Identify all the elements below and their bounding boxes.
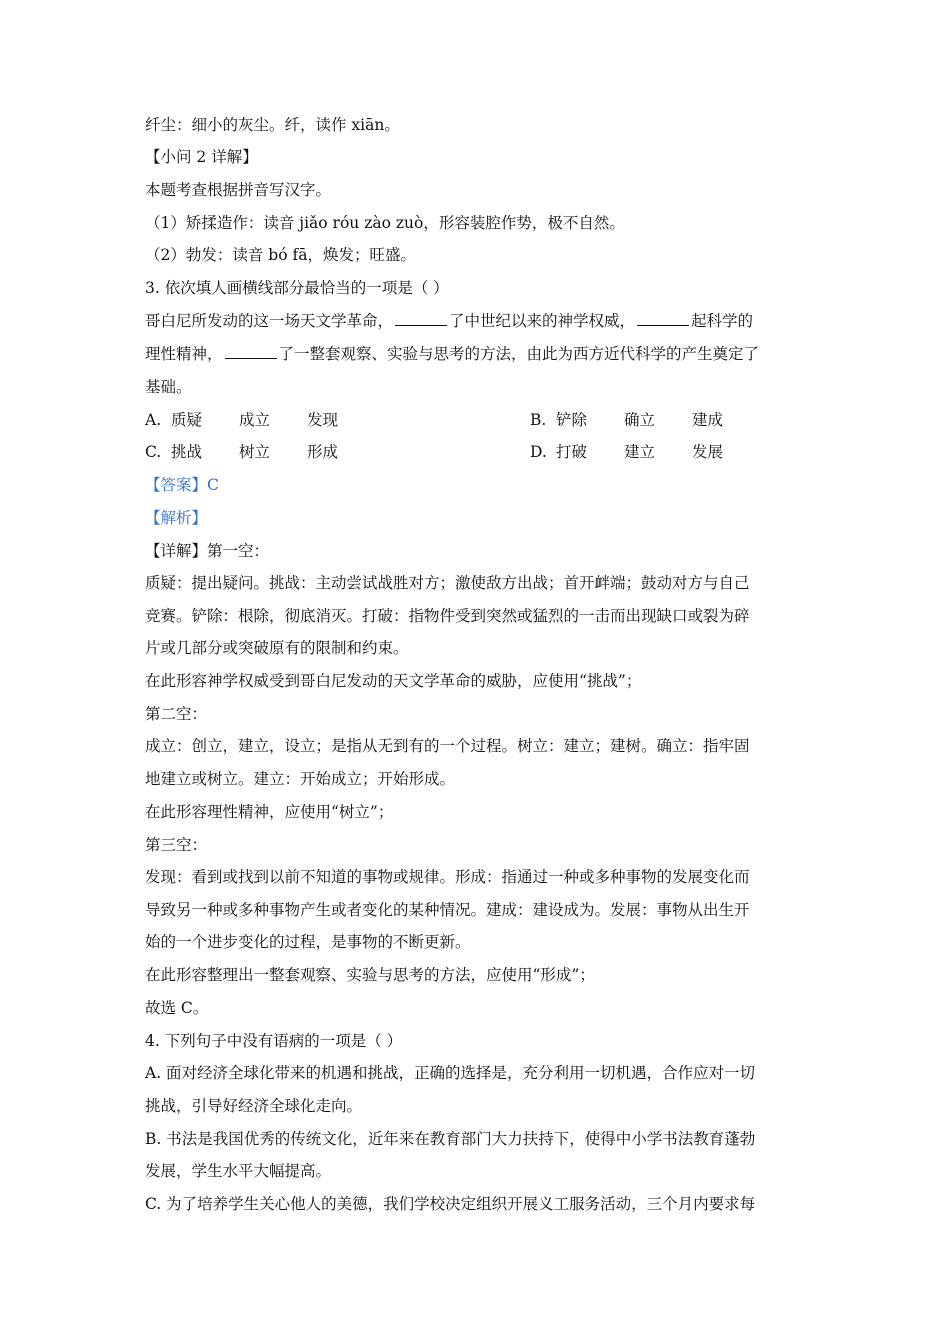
- text-line: 故选 C。: [145, 999, 209, 1017]
- option-value: 发展: [692, 443, 724, 461]
- blank-3: [225, 344, 277, 359]
- text-line: 质疑：提出疑问。挑战：主动尝试战胜对方；激使敌方出战；首开衅端；鼓动对方与自己: [145, 574, 750, 592]
- text-line: 在此形容神学权威受到哥白尼发动的天文学革命的威胁，应使用“挑战”；: [145, 672, 642, 690]
- passage-text: 哥白尼所发动的这一场天文学革命，: [145, 312, 394, 330]
- text-line: 在此形容整理出一整套观察、实验与思考的方法，应使用“形成”；: [145, 966, 595, 984]
- passage-text: 起科学的: [691, 312, 754, 330]
- option-a: [145, 410, 375, 430]
- option-value: 建成: [692, 411, 724, 429]
- text-line: 始的一个进步变化的过程，是事物的不断更新。: [145, 933, 471, 951]
- question-4-stem: 4. 下列句子中没有语病的一项是（ ）: [145, 1032, 403, 1050]
- blank-2: [637, 311, 689, 326]
- option-value: 树立: [239, 443, 271, 461]
- text-line: 成立：创立，建立，设立；是指从无到有的一个过程。树立：建立；建树。确立：指牢固: [145, 737, 750, 755]
- option-value: 成立: [239, 411, 271, 429]
- text-line: 纤尘：细小的灰尘。纤，读作 xiān。: [145, 116, 400, 134]
- question-4-option-c: C. 为了培养学生关心他人的美德，我们学校决定组织开展义工服务活动，三个月内要求每: [145, 1195, 756, 1213]
- option-label: C.: [145, 443, 162, 461]
- text-line: 地建立或树立。建立：开始成立；开始形成。: [145, 770, 456, 788]
- question-4-option-b-cont: 发展，学生水平大幅提高。: [145, 1162, 332, 1180]
- option-label: D.: [530, 443, 547, 461]
- text-line: 第二空：: [145, 705, 208, 723]
- text-line: 片或几部分或突破原有的限制和约束。: [145, 639, 409, 657]
- text-line: 竞赛。铲除：根除，彻底消灭。打破：指物件受到突然或猛烈的一击而出现缺口或裂为碎: [145, 607, 750, 625]
- option-b: [530, 410, 760, 430]
- text-line: 第三空：: [145, 836, 208, 854]
- text-line: 在此形容理性精神，应使用“树立”；: [145, 803, 394, 821]
- blank-1: [395, 311, 447, 326]
- answer-label: [145, 475, 219, 495]
- option-value: 打破: [556, 443, 588, 461]
- text-line: （1）矫揉造作：读音 jiǎo róu zào zuò，形容装腔作势，极不自然。: [145, 214, 625, 232]
- question-4-option-b: B. 书法是我国优秀的传统文化，近年来在教育部门大力扶持下，使得中小学书法教育蓬勃: [145, 1130, 756, 1148]
- question-3-passage-line: [145, 311, 753, 331]
- question-4-option-a-cont: 挑战，引导好经济全球化走向。: [145, 1097, 363, 1115]
- text-line: （2）勃发：读音 bó fā，焕发；旺盛。: [145, 246, 416, 264]
- option-value: 确立: [624, 411, 656, 429]
- passage-text: 理性精神，: [145, 345, 223, 363]
- analysis-label: 【解析】: [145, 509, 208, 527]
- option-c: [145, 442, 375, 462]
- question-3-passage-line: 基础。: [145, 378, 192, 396]
- option-value: 挑战: [171, 443, 203, 461]
- passage-text: 了一整套观察、实验与思考的方法，由此为西方近代科学的产生奠定了: [278, 345, 760, 363]
- text-line: 导致另一种或多种事物产生或者变化的某种情况。建成：建设成为。发展：事物从出生开: [145, 901, 750, 919]
- option-d: [530, 442, 760, 462]
- passage-text: 了中世纪以来的神学权威，: [449, 312, 636, 330]
- option-value: 建立: [624, 443, 656, 461]
- text-line: 本题考查根据拼音写汉字。: [145, 181, 332, 199]
- option-value: 发现: [307, 411, 339, 429]
- section-heading: 【小问 2 详解】: [145, 148, 258, 166]
- text-line: 发现：看到或找到以前不知道的事物或规律。形成：指通过一种或多种事物的发展变化而: [145, 868, 750, 886]
- question-3-stem: 3. 依次填人画横线部分最恰当的一项是（ ）: [145, 279, 449, 297]
- option-value: 质疑: [171, 411, 203, 429]
- answer-text: 【答案】C: [145, 476, 219, 494]
- option-label: A.: [145, 411, 162, 429]
- option-label: B.: [530, 411, 547, 429]
- option-value: 形成: [307, 443, 339, 461]
- option-value: 铲除: [556, 411, 588, 429]
- question-4-option-a: A. 面对经济全球化带来的机遇和挑战，正确的选择是，充分利用一切机遇，合作应对一切: [145, 1064, 756, 1082]
- text-line: 【详解】第一空：: [145, 542, 270, 560]
- question-3-passage-line: [145, 344, 759, 364]
